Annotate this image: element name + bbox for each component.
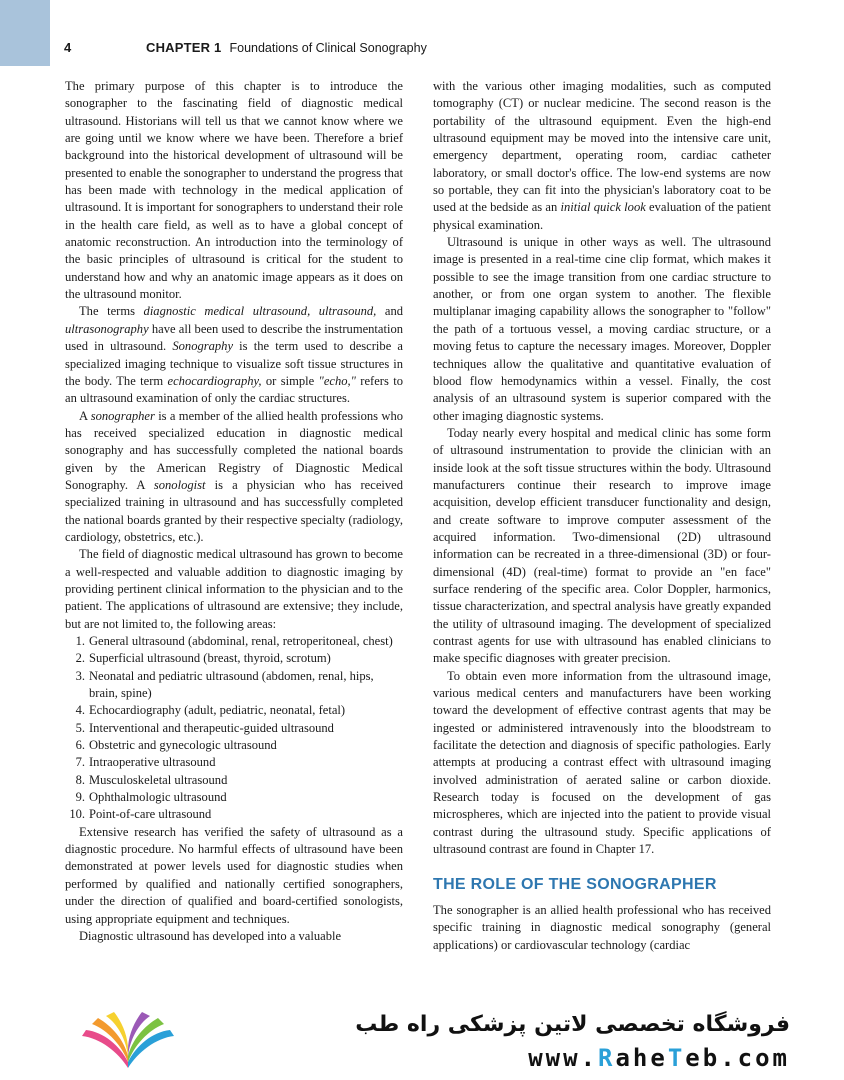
paragraph: Today nearly every hospital and medical clinic has some form of ultrasound instrumentation to provide the clinician with an inside look at the soft tissue structures within the body. Ultrasound manufacturers continue their research to improve image acquisition, develop efficient transducer functionality and design, and create software to improve computer assessment of the acquired information. Two-dimensional (2D) ultrasound information can be recreated in a three-dimensional (3D) or four-dimensional (4D) (real-time) format to provide an "en face" surface rendering of the specific area. Color Doppler, harmonics, tissue characterization, and spectral analysis have greatly expanded the utility of ultrasound imaging. The development of specialized contrast agents for use with ultrasound has enabled clinicians to make specific diagnoses with greater precision.: [433, 425, 771, 666]
list-item: 2. Superficial ultrasound (breast, thyroid, scrotum): [75, 651, 331, 666]
ultrasound-areas-list: [65, 633, 403, 824]
list-item: 4. Echocardiography (adult, pediatric, neonatal, fetal): [75, 703, 346, 718]
right-column: [433, 78, 771, 954]
section-heading: THE ROLE OF THE SONOGRAPHER: [433, 876, 717, 894]
list-item: 3. Neonatal and pediatric ultrasound (abdomen, renal, hips, brain, spine): [75, 668, 374, 701]
paragraph: Ultrasound is unique in other ways as well. The ultrasound image is presented in a real-time cine clip format, which makes it possible to see the image transition from one cardiac structure to another, or from one organ system to another. The flexible multiplanar imaging capability allows the sonographer to "follow" the path of a tortuous vessel, a moving cardiac structure, or a moving fetus to capture the necessary images. Moreover, Doppler techniques allow the qualitative and quantitative evaluation of blood flow hemodynamics within a vessel. Finally, the cost analysis of an ultrasound system is superior compared with the other imaging diagnostic systems.: [433, 235, 771, 423]
store-url: www.RaheTeb.com: [528, 1044, 790, 1072]
list-item: 1. General ultrasound (abdominal, renal, retroperitoneal, chest): [75, 634, 393, 648]
page-number: 4: [64, 40, 72, 55]
paragraph: The field of diagnostic medical ultrasound has grown to become a well-respected and valuable addition to diagnostic imaging by providing pertinent clinical information to the physician and to the patient. The applications of ultrasound are extensive; they include, but are not limited to, the following areas:: [65, 547, 403, 631]
list-item: 6. Obstetric and gynecologic ultrasound: [75, 738, 277, 753]
paragraph: A sonographer is a member of the allied health professions who has received specialized education in diagnostic medical sonography and has successfully completed the national boards given by the American Registry of Diagnostic Medical Sonography. A sonologist is a physician who has received specialized training in ultrasound and has successfully completed the national boards granted by their respective specialty (radiology, cardiology, obstetrics, etc.).: [65, 408, 404, 544]
paragraph: To obtain even more information from the ultrasound image, various medical centers and manufacturers have been working toward the development of effective contrast agents that may be ingested or administered intravenously into the bloodstream to facilitate the detection and diagnosis of specific pathologies. Early attempts at producing a contrast effect with ultrasound imaging involved administration of aerated saline or carbon dioxide. Research today is focused on the development of gas microspheres, which are injected into the patient to provide visual contrast during the ultrasound study. Specific applications of ultrasound contrast are found in Chapter 17.: [433, 668, 771, 857]
chapter-label: CHAPTER 1: [146, 40, 222, 55]
paragraph: with the various other imaging modalities, such as computed tomography (CT) or nuclear medicine. The second reason is the portability of the ultrasound equipment. Even the high-end ultrasound equipment may be moved into the intensive care unit, emergency department, operating room, cardiac catheter laboratory, or small doctor's office. The low-end systems are now so portable, they can fit into the physician's laboratory coat to be used at the bedside as an initial quick look evaluation of the patient physical examination.: [433, 79, 771, 232]
list-item: 7. Intraoperative ultrasound: [75, 755, 216, 770]
list-item: 5. Interventional and therapeutic-guided ultrasound: [75, 720, 334, 735]
left-column: [65, 78, 403, 945]
list-item: 10. Point-of-care ultrasound: [69, 807, 212, 822]
chapter-title: Foundations of Clinical Sonography: [229, 41, 427, 55]
paragraph: The terms diagnostic medical ultrasound, ultrasound, and ultrasonography have all been used to describe the instrumentation used in ultrasound. Sonography is the term used to describe a specialized imaging technique to visualize soft tissue structures in the body. The term echocardiography, or simple "echo," refers to an ultrasound examination of only the cardiac structures.: [65, 304, 404, 406]
running-head: [64, 40, 427, 60]
corner-tab: [0, 0, 50, 66]
store-name: فروشگاه تخصصی لاتین پزشکی راه طب: [355, 1012, 790, 1037]
list-item: 8. Musculoskeletal ultrasound: [75, 772, 228, 787]
paragraph: Diagnostic ultrasound has developed into a valuable: [79, 928, 342, 943]
paragraph: The primary purpose of this chapter is to introduce the sonographer to the fascinating field of diagnostic medical ultrasound. Historians will tell us that we cannot know where we are going until we know where we have been. Therefore a brief background into the historical development of ultrasound will be presented to enable the sonographer to understand the progress that has been made with technology in the medical application of ultrasound. It is important for sonographers to understand their role in the health care field, as well as to have a global concept of anatomic reconstruction. An introduction into the terminology of the basic principles of ultrasound is critical for the student to understand how and why an anatomic image appears as it does on the ultrasound monitor.: [65, 79, 403, 302]
book-logo-icon: [78, 1008, 178, 1076]
paragraph: Extensive research has verified the safety of ultrasound as a diagnostic procedure. No harmful effects of ultrasound have been demonstrated at power levels used for diagnostic studies when performed by qualified and nationally certified sonographers, under the direction of qualified and board-certified sonologists, using appropriate equipment and techniques.: [65, 824, 403, 926]
list-item: 9. Ophthalmologic ultrasound: [75, 790, 227, 805]
paragraph: The sonographer is an allied health professional who has received specific training in diagnostic medical sonography (general applications) or cardiovascular technology (cardiac: [433, 902, 771, 952]
